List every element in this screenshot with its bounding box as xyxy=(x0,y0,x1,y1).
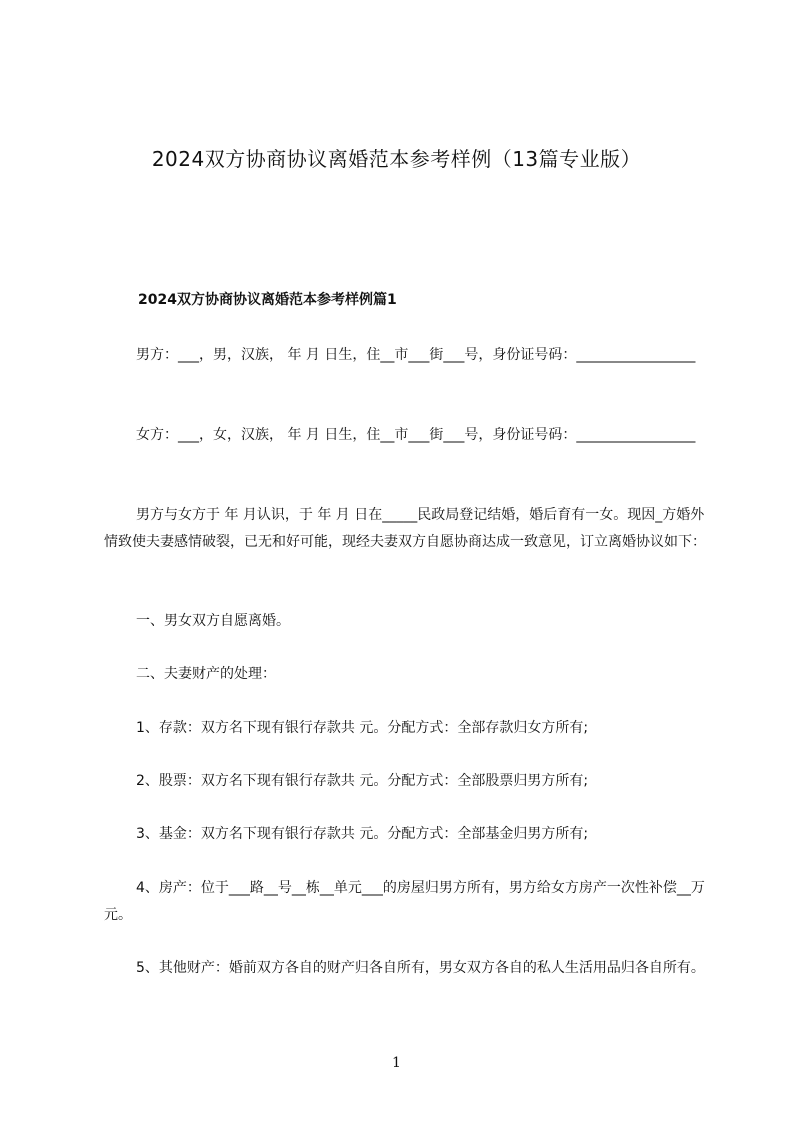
document-title: 2024双方协商协议离婚范本参考样例（13篇专业版） xyxy=(151,147,642,171)
section-heading: 2024双方协商协议离婚范本参考样例篇1 xyxy=(138,292,397,308)
sub-clause-5: 5、其他财产：婚前双方各自的财产归各自所有，男女双方各自的私人生活用品归各自所有。 xyxy=(136,960,705,976)
sub-clause-3: 3、基金：双方名下现有银行存款共 元。分配方式：全部基金归男方所有; xyxy=(136,826,589,842)
page-number: 1 xyxy=(392,1055,401,1071)
clause-1: 一、男女双方自愿离婚。 xyxy=(136,613,290,629)
sub-clause-2: 2、股票：双方名下现有银行存款共 元。分配方式：全部股票归男方所有; xyxy=(136,773,589,789)
female-party-paragraph: 女方：___，女，汉族， 年 月 日生，住__市___街___号，身份证号码：_________________ xyxy=(136,427,696,443)
male-party-paragraph: 男方：___，男，汉族， 年 月 日生，住__市___街___号，身份证号码：_________________ xyxy=(136,347,696,363)
sub-clause-1: 1、存款：双方名下现有银行存款共 元。分配方式：全部存款归女方所有; xyxy=(136,720,589,736)
background-paragraph: 男方与女方于 年 月认识，于 年 月 日在_____民政局登记结婚，婚后育有一女。现因_方婚外情致使夫妻感情破裂，已无和好可能，现经夫妻双方自愿协商达成一致意见，订立离婚协议如下： xyxy=(104,507,706,550)
sub-clause-4: 4、房产：位于___路__号__栋__单元___的房屋归男方所有，男方给女方房产一次性补偿__万元。 xyxy=(104,880,705,923)
clause-2: 二、夫妻财产的处理： xyxy=(136,666,276,682)
